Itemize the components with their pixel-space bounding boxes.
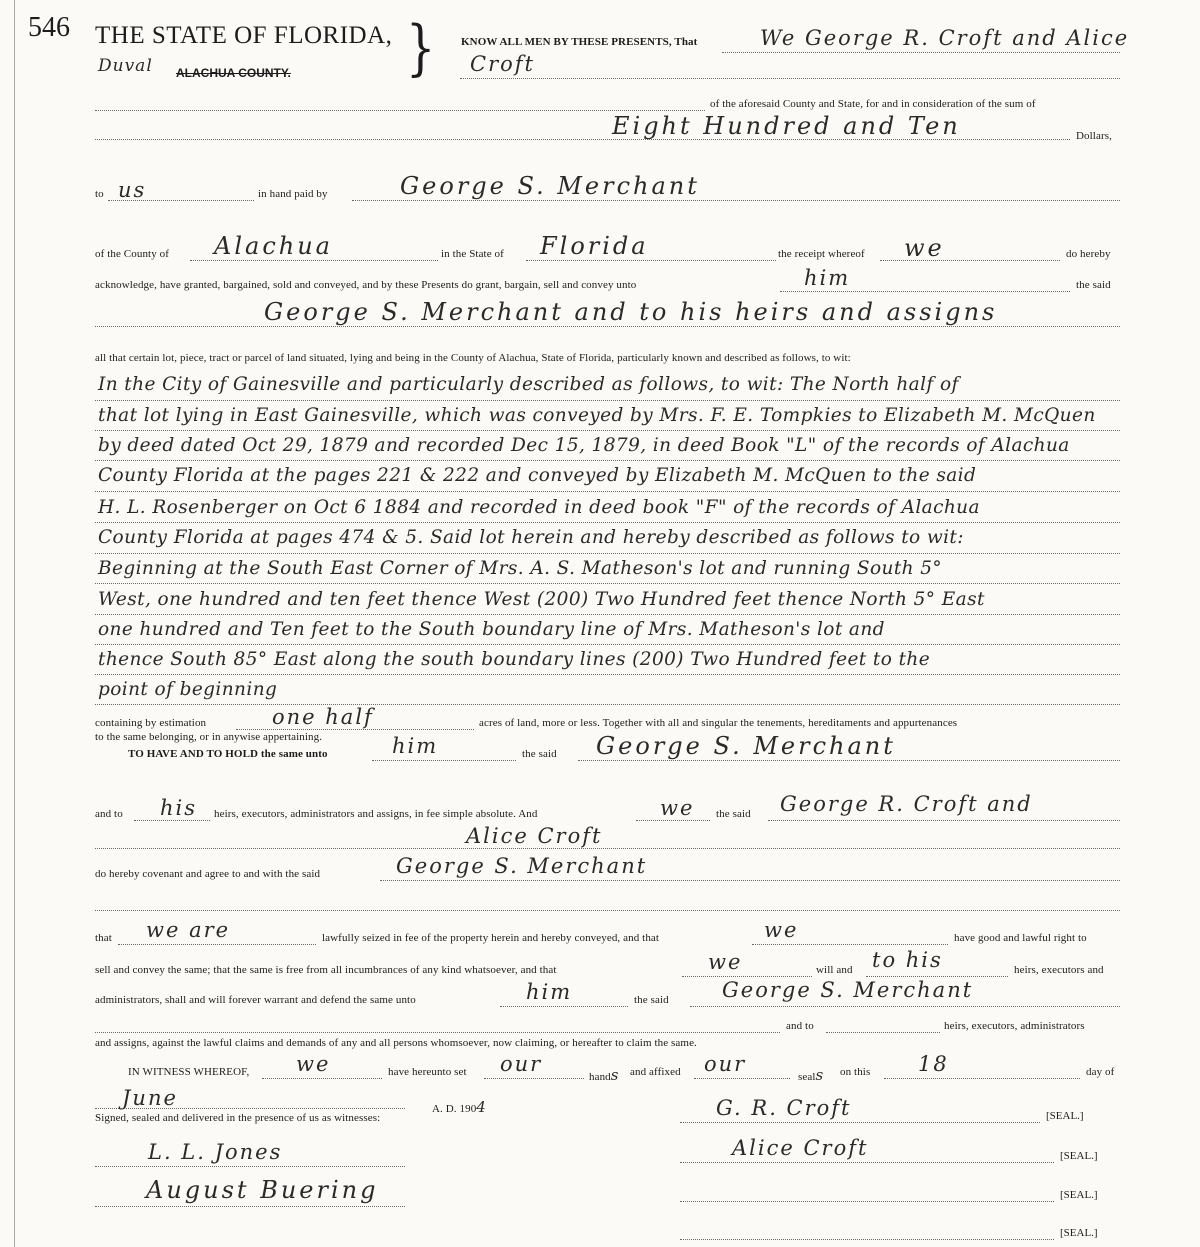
aforesaid-text: of the aforesaid County and State, for and in consideration of the sum of bbox=[710, 98, 1036, 110]
admin-text: administrators, shall and will forever warrant and defend the same unto bbox=[95, 994, 416, 1006]
habendum-the-said: the said bbox=[522, 748, 557, 760]
seized-text: lawfully seized in fee of the property herein and hereby conveyed, and that bbox=[322, 932, 660, 944]
assigns-text: and assigns, against the lawful claims and demands of any and all persons whomsoever, now claiming, or hereafter to claim the same. bbox=[95, 1037, 697, 1049]
rule bbox=[578, 760, 1120, 761]
rule bbox=[460, 78, 1120, 79]
land-intro: all that certain lot, piece, tract or parcel of land situated, lying and being in the County of Alachua, State of Florida, particularly known and described as follows, to wit: bbox=[95, 352, 851, 364]
to-have-label: TO HAVE AND TO HOLD the same unto bbox=[128, 748, 328, 760]
rule bbox=[500, 1006, 628, 1007]
description-line: H. L. Rosenberger on Oct 6 1884 and recorded in deed book "F" of the records of Alachua bbox=[98, 497, 980, 518]
state-title: THE STATE OF FLORIDA, bbox=[95, 22, 393, 49]
sell-value: we bbox=[708, 950, 743, 974]
set-value: our bbox=[500, 1052, 543, 1076]
that-label: that bbox=[95, 932, 112, 944]
rule bbox=[352, 200, 1120, 201]
seal-label-text: seal bbox=[798, 1071, 816, 1083]
seal-marker: [SEAL.] bbox=[1046, 1110, 1084, 1122]
seized-value: we bbox=[764, 918, 799, 942]
rule bbox=[682, 976, 812, 977]
and-to-label: and to bbox=[95, 808, 123, 820]
rule bbox=[118, 944, 316, 945]
rule bbox=[95, 583, 1120, 584]
hand-label bbox=[589, 1066, 619, 1084]
heirs-text: heirs, executors, administrators and assigns, in fee simple absolute. And bbox=[214, 808, 538, 820]
description-line: by deed dated Oct 29, 1879 and recorded Dec 15, 1879, in deed Book "L" of the records of Alachua bbox=[98, 435, 1070, 456]
seal-suffix: s bbox=[815, 1066, 824, 1084]
that-value: we are bbox=[146, 918, 231, 942]
will-and-label: will and bbox=[816, 964, 853, 976]
admin-grantee: George S. Merchant bbox=[722, 978, 974, 1002]
signed-text: Signed, sealed and delivered in the presence of us as witnesses: bbox=[95, 1112, 381, 1124]
page-edge-line bbox=[14, 0, 15, 1247]
consideration-amount: Eight Hundred and Ten bbox=[612, 112, 961, 140]
paid-by-value: George S. Merchant bbox=[400, 172, 700, 200]
acreage-value: one half bbox=[272, 705, 374, 729]
right-text: have good and lawful right to bbox=[954, 932, 1087, 944]
seal-marker: [SEAL.] bbox=[1060, 1227, 1098, 1239]
description-line: West, one hundred and ten feet thence West (200) Two Hundred feet thence North 5° East bbox=[98, 589, 985, 610]
know-all-men-label: KNOW ALL MEN BY THESE PRESENTS, That bbox=[461, 36, 698, 48]
rule bbox=[95, 139, 1070, 140]
rule bbox=[134, 820, 210, 821]
covenant-text: do hereby covenant and agree to and with the said bbox=[95, 868, 321, 880]
county-handwritten: Duval bbox=[98, 56, 153, 76]
description-line: County Florida at pages 474 & 5. Said lot herein and hereby described as follows to wit: bbox=[98, 527, 964, 548]
rule bbox=[484, 1078, 584, 1079]
rule bbox=[95, 848, 1120, 849]
rule bbox=[526, 260, 776, 261]
description-line: In the City of Gainesville and particularly described as follows, to wit: The North half of bbox=[98, 374, 959, 395]
rule bbox=[880, 260, 1060, 261]
in-witness-label: IN WITNESS WHEREOF, bbox=[128, 1066, 250, 1078]
description-line: thence South 85° East along the south boundary lines (200) Two Hundred feet to the bbox=[98, 649, 931, 670]
rule bbox=[380, 880, 1120, 881]
acres-text: acres of land, more or less. Together with all and singular the tenements, hereditaments and appurtenances bbox=[479, 717, 958, 729]
rule bbox=[95, 1032, 780, 1033]
rule bbox=[680, 1239, 1054, 1240]
description-line: County Florida at the pages 221 & 222 and conveyed by Elizabeth M. McQuen to the said bbox=[98, 465, 977, 486]
page-number: 546 bbox=[28, 12, 70, 43]
day-value: 18 bbox=[918, 1052, 949, 1076]
covenant-grantors-line2: Alice Croft bbox=[466, 824, 603, 848]
year-suffix: 4 bbox=[476, 1098, 486, 1116]
rule bbox=[236, 729, 474, 730]
heirs-exec-label: heirs, executors and bbox=[1014, 964, 1104, 976]
and-to-label-2: and to bbox=[786, 1020, 814, 1032]
dollars-label: Dollars, bbox=[1076, 130, 1112, 142]
brace-glyph: } bbox=[406, 11, 436, 83]
rule bbox=[95, 1108, 405, 1109]
hand-label-text: hand bbox=[589, 1071, 611, 1083]
paid-by-label: in hand paid by bbox=[258, 188, 328, 200]
rule bbox=[372, 760, 516, 761]
signature: Alice Croft bbox=[732, 1136, 869, 1160]
to-value: us bbox=[118, 178, 147, 202]
description-line: point of beginning bbox=[98, 679, 278, 700]
affixed-value: our bbox=[704, 1052, 747, 1076]
seal-label bbox=[798, 1066, 823, 1084]
covenant-value: George S. Merchant bbox=[396, 854, 648, 878]
description-line: Beginning at the South East Corner of Mrs. A. S. Matheson's lot and running South 5° bbox=[98, 558, 943, 579]
month-value: June bbox=[122, 1086, 178, 1110]
rule bbox=[95, 110, 705, 111]
county-printed bbox=[176, 66, 291, 80]
rule bbox=[884, 1078, 1080, 1079]
county-value: Alachua bbox=[214, 232, 333, 260]
habendum-grantee: George S. Merchant bbox=[596, 732, 896, 760]
rule bbox=[826, 1032, 940, 1033]
rule bbox=[95, 430, 1120, 431]
covenant-grantors-line1: George R. Croft and bbox=[780, 792, 1033, 816]
rule bbox=[108, 200, 254, 201]
heirs-exec-admin-label: heirs, executors, administrators bbox=[944, 1020, 1085, 1032]
to-label: to bbox=[95, 188, 104, 200]
rule bbox=[694, 1078, 790, 1079]
rule bbox=[95, 491, 1120, 492]
rule bbox=[722, 52, 1120, 53]
rule bbox=[636, 820, 710, 821]
rule bbox=[95, 400, 1120, 401]
rule bbox=[95, 553, 1120, 554]
seal-marker: [SEAL.] bbox=[1060, 1189, 1098, 1201]
rule bbox=[780, 291, 1070, 292]
rule bbox=[190, 260, 438, 261]
signature: G. R. Croft bbox=[716, 1096, 852, 1120]
rule bbox=[680, 1201, 1054, 1202]
his-value: his bbox=[160, 796, 198, 820]
do-hereby-label: do hereby bbox=[1066, 248, 1111, 260]
the-said-label: the said bbox=[1076, 279, 1111, 291]
county-printed-text: ALACHUA COUNTY. bbox=[176, 66, 291, 80]
hereunto-label: have hereunto set bbox=[388, 1066, 467, 1078]
witness-value: we bbox=[296, 1052, 331, 1076]
ad-label bbox=[432, 1098, 486, 1116]
hand-suffix: s bbox=[610, 1066, 619, 1084]
rule bbox=[680, 1122, 1040, 1123]
habendum-unto-value: him bbox=[392, 734, 439, 758]
state-value: Florida bbox=[540, 232, 649, 260]
rule bbox=[752, 944, 948, 945]
admin-value: him bbox=[526, 980, 573, 1004]
state-of-label: in the State of bbox=[441, 248, 504, 260]
on-this-label: on this bbox=[840, 1066, 871, 1078]
rule bbox=[680, 1162, 1054, 1163]
receipt-value: we bbox=[904, 234, 945, 262]
acknowledge-text: acknowledge, have granted, bargained, sold and conveyed, and by these Presents do grant, bargain, sell and convey unto bbox=[95, 279, 637, 291]
unto-value: him bbox=[804, 266, 851, 290]
witness-name: L. L. Jones bbox=[148, 1140, 283, 1164]
county-of-label: of the County of bbox=[95, 248, 170, 260]
rule bbox=[768, 820, 1120, 821]
seal-marker: [SEAL.] bbox=[1060, 1150, 1098, 1162]
witness-name: August Buering bbox=[146, 1176, 379, 1204]
containing-label: containing by estimation bbox=[95, 717, 207, 729]
rule bbox=[95, 1206, 405, 1207]
rule bbox=[866, 976, 1008, 977]
description-line: one hundred and Ten feet to the South boundary line of Mrs. Matheson's lot and bbox=[98, 619, 885, 640]
affixed-label: and affixed bbox=[630, 1066, 681, 1078]
rule bbox=[95, 674, 1120, 675]
receipt-label: the receipt whereof bbox=[778, 248, 865, 260]
rule bbox=[95, 460, 1120, 461]
rule bbox=[95, 910, 1120, 911]
will-value: to his bbox=[872, 948, 943, 972]
rule bbox=[262, 1078, 382, 1079]
grantee-line: George S. Merchant and to his heirs and assigns bbox=[264, 298, 998, 326]
rule bbox=[95, 644, 1120, 645]
grantors-line1: We George R. Croft and Alice bbox=[760, 26, 1130, 50]
covenant-the-said: the said bbox=[716, 808, 751, 820]
rule bbox=[95, 1166, 405, 1167]
admin-the-said: the said bbox=[634, 994, 669, 1006]
and-value: we bbox=[660, 796, 695, 820]
description-line: that lot lying in East Gainesville, which was conveyed by Mrs. F. E. Tompkies to Elizabeth M. McQuen bbox=[98, 405, 1096, 426]
sell-text: sell and convey the same; that the same is free from all incumbrances of any kind whatsoever, and that bbox=[95, 964, 557, 976]
grantors-line2: Croft bbox=[470, 52, 535, 76]
day-of-label: day of bbox=[1086, 1066, 1115, 1078]
ad-label-text: A. D. 190 bbox=[432, 1103, 477, 1115]
rule bbox=[95, 704, 1120, 705]
rule bbox=[95, 326, 1120, 327]
rule bbox=[690, 1006, 1120, 1007]
rule bbox=[95, 614, 1120, 615]
rule bbox=[95, 522, 1120, 523]
belonging-text: to the same belonging, or in anywise appertaining. bbox=[95, 731, 323, 743]
